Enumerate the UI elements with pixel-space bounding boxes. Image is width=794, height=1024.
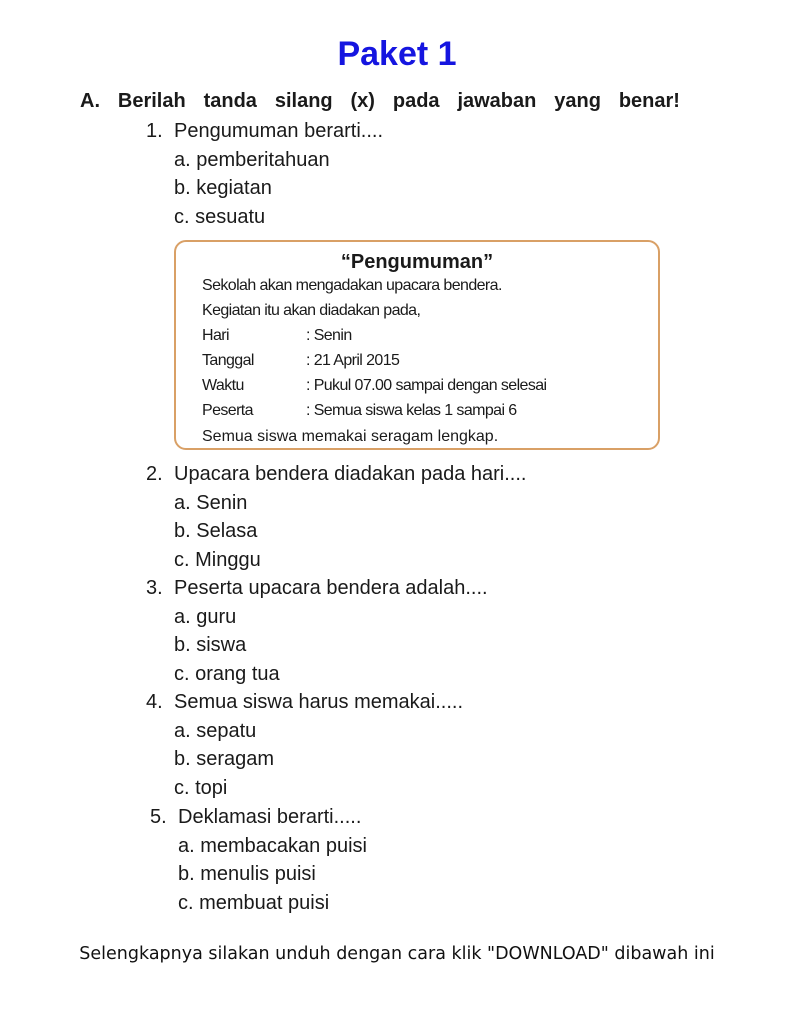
page-title: Paket 1 — [337, 35, 457, 73]
question-text: Semua siswa harus memakai..... — [174, 691, 463, 713]
question-number: 1. — [146, 120, 163, 142]
announcement-value: : 21 April 2015 — [306, 352, 400, 369]
announcement-row-time — [202, 376, 547, 396]
answer-option-c[interactable]: c. membuat puisi — [178, 891, 330, 914]
answer-option-b[interactable]: b. seragam — [174, 748, 275, 770]
question-2 — [146, 460, 526, 574]
announcement-label: Hari — [202, 327, 229, 344]
question-3 — [146, 574, 488, 688]
instruction-word: tanda — [203, 90, 257, 112]
question-number: 3. — [146, 577, 163, 599]
question-number: 5. — [150, 806, 167, 828]
question-stem — [146, 574, 488, 603]
announcement-value: : Pukul 07.00 sampai dengan selesai — [306, 377, 547, 394]
announcement-line: Kegiatan itu akan diadakan pada, — [202, 302, 421, 319]
announcement-value: : Semua siswa kelas 1 sampai 6 — [306, 402, 517, 419]
question-5 — [150, 803, 367, 917]
question-stem — [146, 460, 526, 489]
answer-option-b[interactable]: b. kegiatan — [174, 177, 272, 199]
announcement-box — [174, 240, 660, 450]
instruction-word: benar! — [618, 90, 680, 112]
question-number: 2. — [146, 463, 163, 485]
question-text: Upacara bendera diadakan pada hari.... — [174, 463, 527, 485]
instruction-word: yang — [554, 90, 601, 112]
answer-option-b[interactable]: b. Selasa — [174, 520, 258, 542]
question-stem — [146, 688, 463, 717]
question-4 — [146, 688, 463, 802]
answer-option-a[interactable]: a. sepatu — [174, 719, 257, 742]
answer-option-c[interactable]: c. topi — [174, 776, 228, 799]
download-footer-text: Selengkapnya silakan unduh dengan cara klik "DOWNLOAD" dibawah ini — [79, 944, 715, 964]
question-text: Deklamasi berarti..... — [178, 806, 362, 828]
answer-option-a[interactable]: a. pemberitahuan — [174, 148, 330, 171]
announcement-line: Sekolah akan mengadakan upacara bendera. — [202, 277, 502, 294]
announcement-label: Tanggal — [202, 352, 254, 369]
answer-option-a[interactable]: a. guru — [174, 605, 237, 628]
question-text: Peserta upacara bendera adalah.... — [174, 577, 488, 599]
question-number: 4. — [146, 691, 163, 713]
instruction-word: A. — [80, 90, 100, 112]
question-1 — [146, 117, 383, 231]
question-text: Pengumuman berarti.... — [174, 120, 383, 142]
announcement-label: Peserta — [202, 402, 253, 419]
instruction-word: silang — [274, 90, 333, 112]
instruction-word: jawaban — [457, 90, 537, 112]
question-stem — [150, 803, 367, 832]
instruction-word: pada — [392, 90, 440, 112]
answer-option-c[interactable]: c. orang tua — [174, 662, 280, 685]
answer-option-c[interactable]: c. sesuatu — [174, 205, 266, 228]
answer-option-b[interactable]: b. siswa — [174, 634, 247, 656]
announcement-closing: Semua siswa memakai seragam lengkap. — [202, 428, 499, 445]
question-stem — [146, 117, 383, 146]
announcement-title: “Pengumuman” — [340, 251, 494, 273]
announcement-row-date — [202, 351, 399, 371]
announcement-row-day — [202, 326, 352, 346]
announcement-value: : Senin — [306, 327, 352, 344]
instruction-word: (x) — [350, 90, 375, 112]
answer-option-a[interactable]: a. membacakan puisi — [178, 834, 367, 857]
announcement-row-participants — [202, 401, 517, 421]
instruction-word: Berilah — [117, 90, 186, 112]
answer-option-b[interactable]: b. menulis puisi — [178, 863, 316, 885]
instruction-heading — [80, 88, 680, 114]
announcement-label: Waktu — [202, 377, 244, 394]
answer-option-c[interactable]: c. Minggu — [174, 548, 261, 571]
answer-option-a[interactable]: a. Senin — [174, 491, 248, 514]
